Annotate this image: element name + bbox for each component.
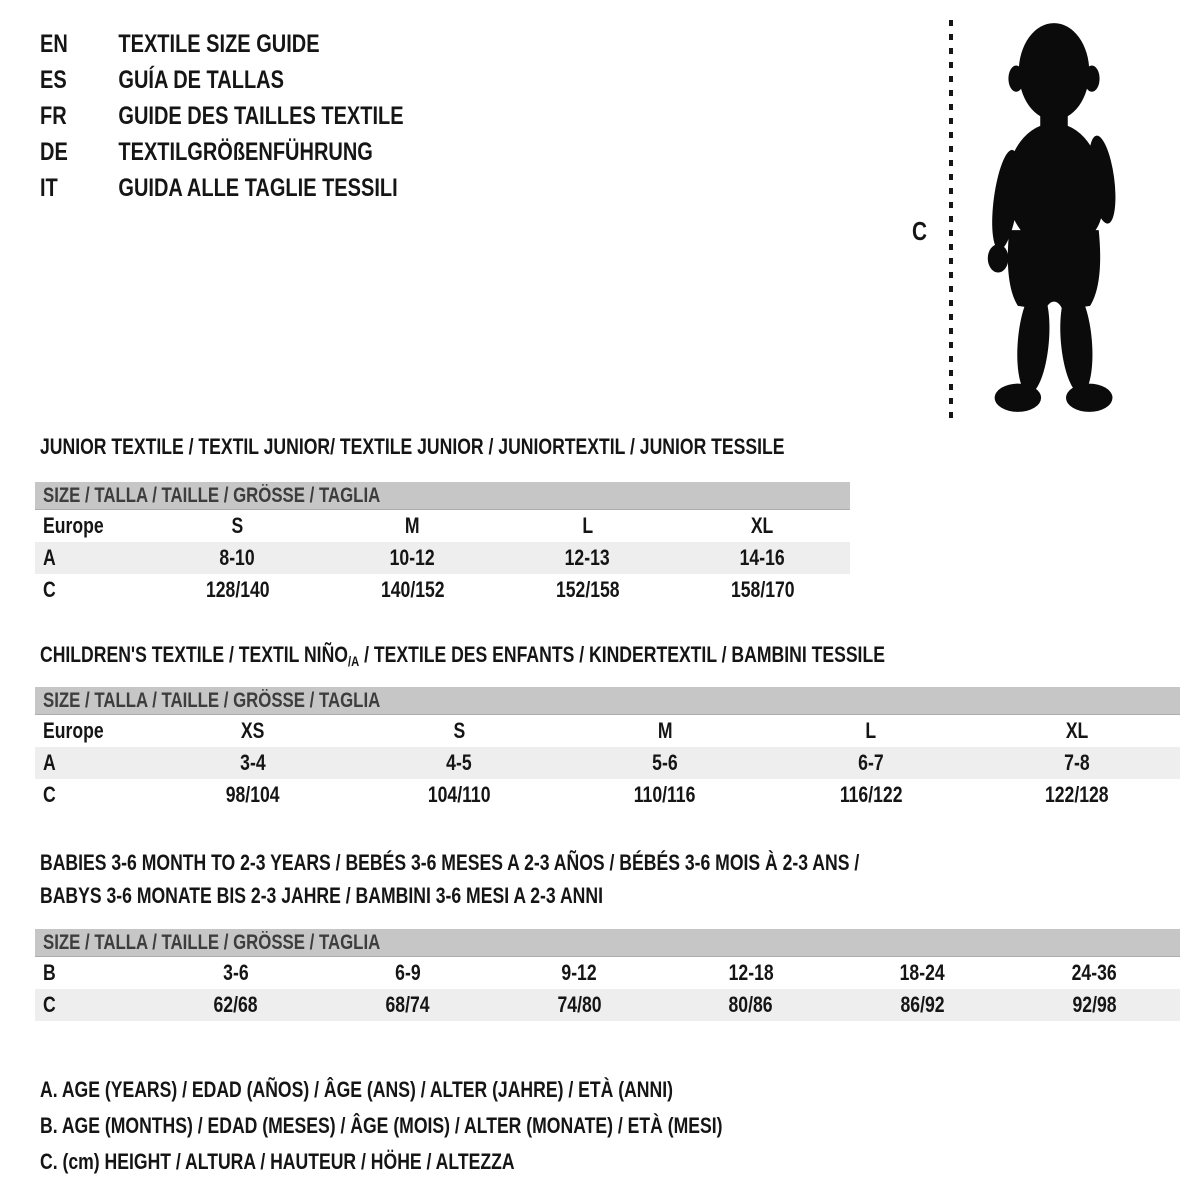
height-cell: 152/158 — [555, 577, 620, 602]
guide-title: GUÍA DE TALLAS — [118, 66, 284, 94]
legend-line-b: B. AGE (MONTHS) / EDAD (MESES) / ÂGE (MOIS) / ALTER (MONATE) / ETÀ (MESI) — [40, 1113, 723, 1138]
height-cell: 128/140 — [205, 577, 270, 602]
age-cell: 12-18 — [728, 960, 774, 985]
height-cell: 80/86 — [728, 992, 773, 1017]
language-row-it — [40, 170, 495, 206]
age-cell: 8-10 — [219, 545, 256, 570]
size-cell: XL — [1065, 718, 1089, 743]
height-measure-label: C — [912, 216, 928, 246]
age-cell: 4-5 — [446, 750, 472, 775]
age-cell: 12-13 — [564, 545, 611, 570]
height-cell: 74/80 — [557, 992, 602, 1017]
language-code: IT — [40, 174, 58, 202]
size-cell: L — [582, 513, 593, 538]
language-code: DE — [40, 138, 68, 166]
size-cell: XL — [751, 513, 774, 538]
babies-size-table — [35, 929, 1180, 1021]
table-row-height-cm — [35, 989, 1180, 1021]
language-row-fr — [40, 98, 495, 134]
height-cell: 140/152 — [380, 577, 445, 602]
size-table-header: SIZE / TALLA / TAILLE / GRÖSSE / TAGLIA — [35, 482, 850, 510]
table-row-height-cm — [35, 779, 1180, 811]
height-cell: 116/122 — [839, 782, 903, 807]
language-row-de — [40, 134, 495, 170]
size-cell: S — [231, 513, 244, 538]
age-cell: 7-8 — [1064, 750, 1090, 775]
row-label: Europe — [43, 718, 104, 743]
table-row-europe — [35, 715, 1180, 747]
age-cell: 3-4 — [240, 750, 266, 775]
table-row-height-cm — [35, 574, 850, 606]
height-cell: 98/104 — [226, 782, 280, 807]
height-cell: 110/116 — [634, 782, 696, 807]
table-row-europe — [35, 510, 850, 542]
language-code: EN — [40, 30, 68, 58]
age-cell: 6-7 — [858, 750, 884, 775]
children-section-title: CHILDREN'S TEXTILE / TEXTIL NIÑO/A / TEXTILE DES ENFANTS / KINDERTEXTIL / BAMBINI TESSILE — [40, 642, 885, 669]
junior-size-table — [35, 482, 850, 606]
language-title-list — [40, 26, 495, 206]
age-cell: 9-12 — [561, 960, 597, 985]
size-table-header: SIZE / TALLA / TAILLE / GRÖSSE / TAGLIA — [35, 929, 1180, 957]
size-cell: M — [405, 513, 420, 538]
row-label: A — [43, 750, 56, 775]
age-cell: 5-6 — [652, 750, 678, 775]
height-cell: 86/92 — [900, 992, 945, 1017]
row-label: C — [43, 782, 56, 807]
children-size-table — [35, 687, 1180, 811]
height-cell: 92/98 — [1072, 992, 1117, 1017]
size-table-header: SIZE / TALLA / TAILLE / GRÖSSE / TAGLIA — [35, 687, 1180, 715]
row-label: A — [43, 545, 56, 570]
language-row-es — [40, 62, 495, 98]
junior-section-title: JUNIOR TEXTILE / TEXTIL JUNIOR/ TEXTILE JUNIOR / JUNIORTEXTIL / JUNIOR TESSILE — [40, 434, 785, 459]
height-cell: 122/128 — [1045, 782, 1109, 807]
row-label: C — [43, 577, 56, 602]
age-cell: 10-12 — [389, 545, 436, 570]
size-cell: S — [453, 718, 465, 743]
language-code: FR — [40, 102, 67, 130]
height-cell: 62/68 — [213, 992, 258, 1017]
guide-title: TEXTILE SIZE GUIDE — [118, 30, 320, 58]
row-label: B — [43, 960, 56, 985]
height-measure-dashed-line — [949, 20, 953, 418]
guide-title: TEXTILGRÖßENFÜHRUNG — [118, 138, 373, 166]
babies-section-title: BABIES 3-6 MONTH TO 2-3 YEARS / BEBÉS 3-6 MESES A 2-3 AÑOS / BÉBÉS 3-6 MOIS À 2-3 ANS / BABYS 3-6 MONATE BIS 2-3 JAHRE / BAMBINI 3-6 MESI A 2-3 ANNI — [40, 850, 860, 908]
language-row-en — [40, 26, 495, 62]
table-row-age-years — [35, 747, 1180, 779]
size-cell: L — [865, 718, 877, 743]
height-cell: 104/110 — [427, 782, 491, 807]
size-cell: XS — [241, 718, 265, 743]
row-label: Europe — [43, 513, 104, 538]
age-cell: 3-6 — [223, 960, 249, 985]
measure-legend — [40, 1072, 893, 1180]
table-row-age-years — [35, 542, 850, 574]
legend-line-c: C. (cm) HEIGHT / ALTURA / HAUTEUR / HÖHE / ALTEZZA — [40, 1149, 515, 1174]
age-cell: 6-9 — [394, 960, 421, 985]
age-cell: 18-24 — [899, 960, 945, 985]
toddler-silhouette — [968, 16, 1140, 420]
legend-line-a: A. AGE (YEARS) / EDAD (AÑOS) / ÂGE (ANS) / ALTER (JAHRE) / ETÀ (ANNI) — [40, 1077, 673, 1102]
size-cell: M — [657, 718, 673, 743]
guide-title: GUIDE DES TAILLES TEXTILE — [118, 102, 404, 130]
age-cell: 14-16 — [739, 545, 786, 570]
language-code: ES — [40, 66, 67, 94]
height-cell: 68/74 — [385, 992, 430, 1017]
age-cell: 24-36 — [1071, 960, 1117, 985]
height-cell: 158/170 — [730, 577, 795, 602]
row-label: C — [43, 992, 56, 1017]
gender-suffix: /A — [347, 653, 360, 669]
guide-title: GUIDA ALLE TAGLIE TESSILI — [118, 174, 398, 202]
table-row-age-months — [35, 957, 1180, 989]
